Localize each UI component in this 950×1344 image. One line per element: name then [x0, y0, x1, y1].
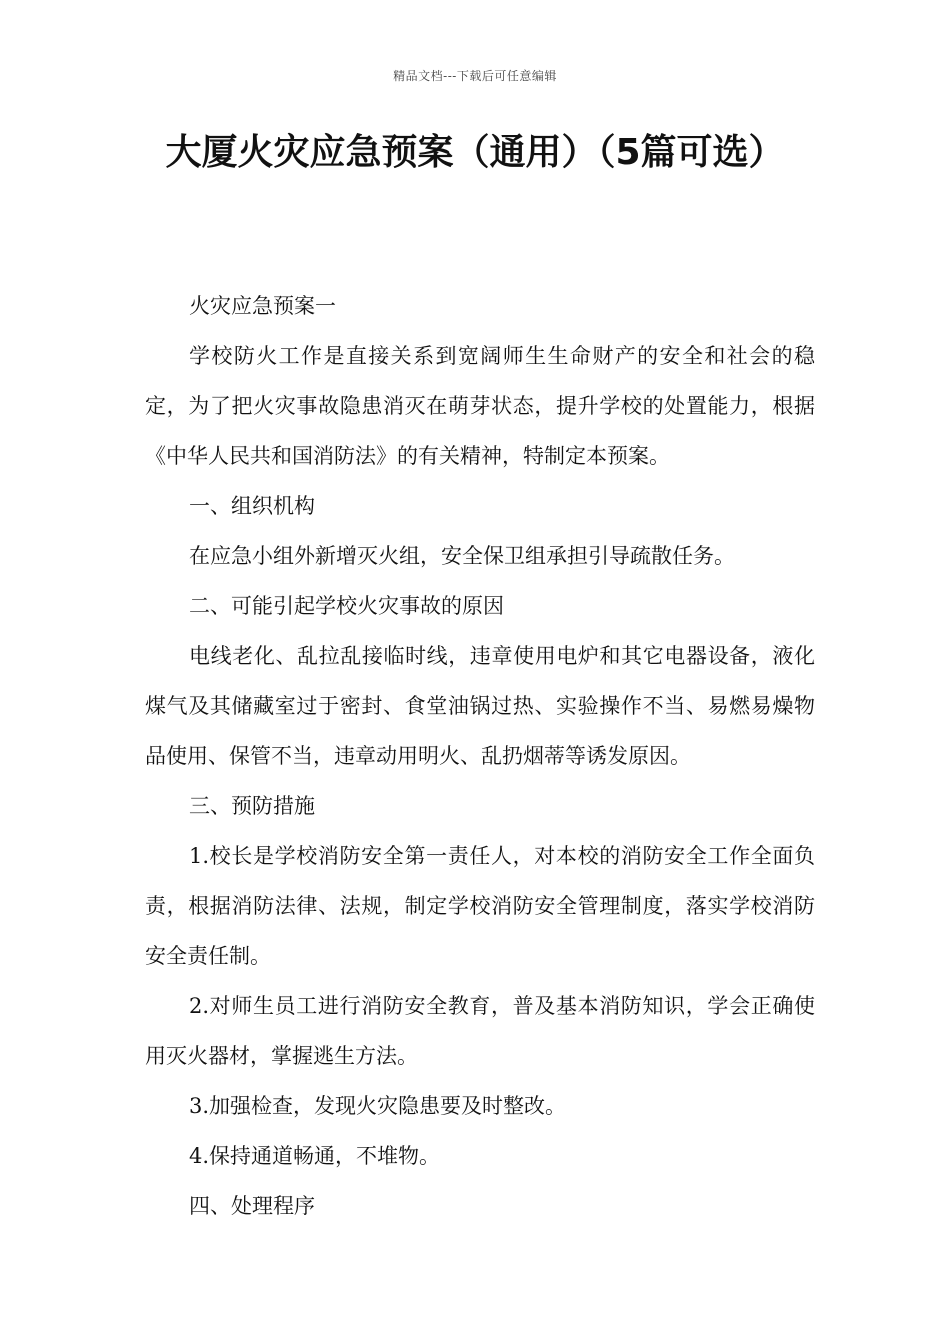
organization-paragraph: 在应急小组外新增灭火组，安全保卫组承担引导疏散任务。 — [189, 544, 735, 568]
section-heading-prevention: 三、预防措施 — [189, 794, 315, 818]
section-heading-causes: 二、可能引起学校火灾事故的原因 — [189, 594, 504, 618]
prevention-item-2: 2.对师生员工进行消防安全教育，普及基本消防知识，学会正确使用灭火器材，掌握逃生方法。 — [145, 994, 815, 1068]
causes-paragraph: 电线老化、乱拉乱接临时线，违章使用电炉和其它电器设备，液化煤气及其储藏室过于密封、食堂油锅过热、实验操作不当、易燃易燥物品使用、保管不当，违章动用明火、乱扔烟蒂等诱发原因。 — [145, 644, 815, 768]
page-header: 精品文档---下载后可任意编辑 — [393, 69, 557, 83]
intro-paragraph: 学校防火工作是直接关系到宽阔师生生命财产的安全和社会的稳定，为了把火灾事故隐患消灭在萌芽状态，提升学校的处置能力，根据《中华人民共和国消防法》的有关精神，特制定本预案。 — [145, 344, 815, 468]
section-heading-organization: 一、组织机构 — [189, 494, 315, 518]
prevention-item-4: 4.保持通道畅通，不堆物。 — [189, 1144, 441, 1168]
document-body — [145, 281, 815, 1231]
section-heading-plan-one: 火灾应急预案一 — [189, 294, 336, 318]
prevention-item-3: 3.加强检查，发现火灾隐患要及时整改。 — [189, 1094, 567, 1118]
document-title: 大厦火灾应急预案（通用）（5篇可选） — [165, 132, 785, 173]
section-heading-procedure: 四、处理程序 — [189, 1194, 315, 1218]
prevention-item-1: 1.校长是学校消防安全第一责任人，对本校的消防安全工作全面负责，根据消防法律、法规，制定学校消防安全管理制度，落实学校消防安全责任制。 — [145, 844, 815, 968]
